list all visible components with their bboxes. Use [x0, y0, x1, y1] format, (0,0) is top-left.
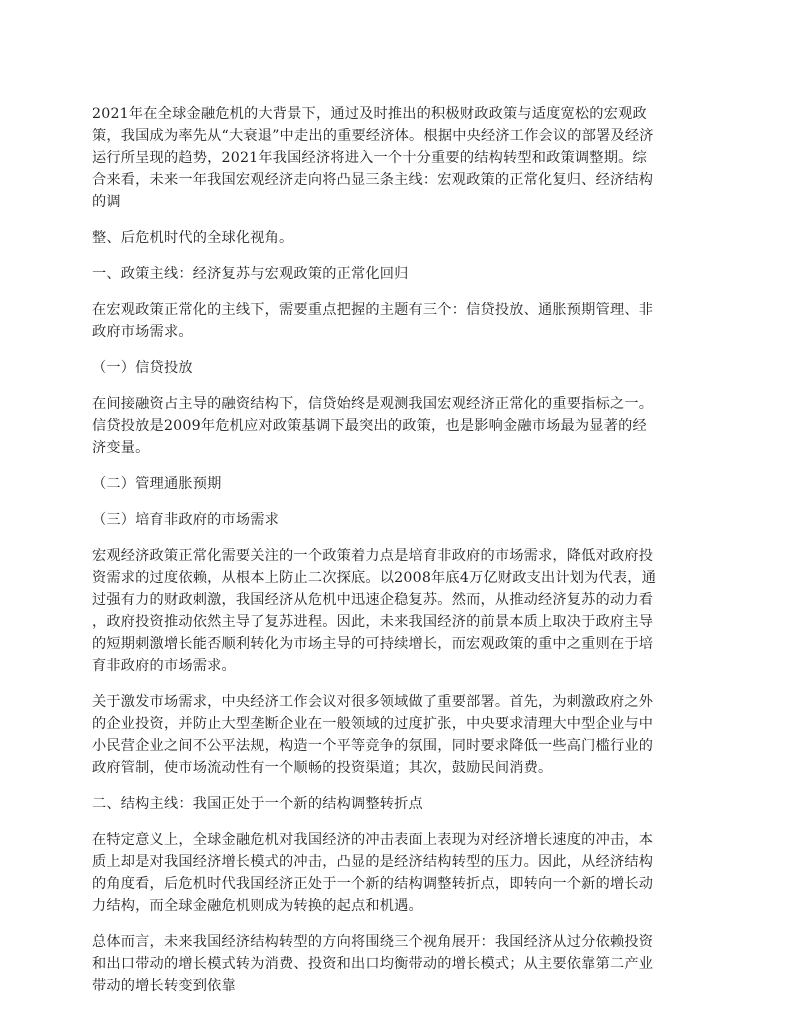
text-line: 策，我国成为率先从“大衰退”中走出的重要经济体。根据中央经济工作会议的部署及经济	[92, 128, 654, 144]
paragraph-stimulate-demand	[92, 691, 720, 779]
text-line: 在宏观政策正常化的主线下，需要重点把握的主题有三个：信贷投放、通胀预期管理、非	[92, 302, 654, 318]
paragraph-intro	[92, 103, 720, 213]
text-line: 整、后危机时代的全球化视角。	[92, 230, 294, 246]
document-page	[92, 103, 720, 997]
text-line: 一、政策主线：经济复苏与宏观政策的正常化回归	[92, 266, 409, 282]
paragraph-intro-continued	[92, 227, 720, 249]
text-line: 宏观经济政策正常化需要关注的一个政策着力点是培育非政府的市场需求，降低对政府投	[92, 548, 654, 564]
text-line: 的企业投资，并防止大型垄断企业在一般领域的过度扩张，中央要求清理大中型企业与中	[92, 716, 654, 732]
subheading-inflation	[92, 473, 720, 495]
text-line: （一）信贷投放	[92, 360, 193, 376]
text-line: 济变量。	[92, 440, 150, 456]
section-heading-policy	[92, 263, 720, 285]
text-line: 力结构，而全球金融危机则成为转换的起点和机遇。	[92, 898, 423, 914]
text-line: 政府市场需求。	[92, 324, 193, 340]
paragraph-structure-impact	[92, 829, 720, 917]
text-line: 在间接融资占主导的融资结构下，信贷始终是观测我国宏观经济正常化的重要指标之一。	[92, 396, 654, 412]
paragraph-market-demand	[92, 545, 720, 677]
text-line: 合来看，未来一年我国宏观经济走向将凸显三条主线：宏观政策的正常化复归、经济结构	[92, 172, 654, 188]
paragraph-structure-direction	[92, 931, 720, 997]
text-line: 的调	[92, 194, 121, 210]
subheading-credit	[92, 357, 720, 379]
text-line: 在特定意义上，全球金融危机对我国经济的冲击表面上表现为对经济增长速度的冲击，本	[92, 832, 654, 848]
text-line: （三）培育非政府的市场需求	[92, 512, 280, 528]
text-line: 和出口带动的增长模式转为消费、投资和出口均衡带动的增长模式；从主要依靠第二产业	[92, 956, 654, 972]
section-heading-structure	[92, 793, 720, 815]
text-line: 二、结构主线：我国正处于一个新的结构调整转折点	[92, 796, 423, 812]
text-line: 运行所呈现的趋势，2021年我国经济将进入一个十分重要的结构转型和政策调整期。综	[92, 150, 647, 166]
text-line: 带动的增长转变到依靠	[92, 978, 236, 994]
text-line: 政府管制，使市场流动性有一个顺畅的投资渠道；其次，鼓励民间消费。	[92, 760, 553, 776]
text-line: 信贷投放是2009年危机应对政策基调下最突出的政策，也是影响金融市场最为显著的经	[92, 418, 647, 434]
text-line: 总体而言，未来我国经济结构转型的方向将围绕三个视角展开：我国经济从过分依赖投资	[92, 934, 654, 950]
text-line: 育非政府的市场需求。	[92, 658, 236, 674]
text-line: （二）管理通胀预期	[92, 476, 222, 492]
text-line: 2021年在全球金融危机的大背景下，通过及时推出的积极财政政策与适度宽松的宏观政	[92, 106, 647, 122]
text-line: 资需求的过度依赖，从根本上防止二次探底。以2008年底4万亿财政支出计划为代表，通	[92, 570, 657, 586]
text-line: 的短期刺激增长能否顺利转化为市场主导的可持续增长，而宏观政策的重中之重则在于培	[92, 636, 654, 652]
text-line: ，政府投资推动依然主导了复苏进程。因此，未来我国经济的前景本质上取决于政府主导	[92, 614, 654, 630]
paragraph-credit	[92, 393, 720, 459]
paragraph-policy-themes	[92, 299, 720, 343]
text-line: 的角度看，后危机时代我国经济正处于一个新的结构调整转折点，即转向一个新的增长动	[92, 876, 654, 892]
text-line: 过强有力的财政刺激，我国经济从危机中迅速企稳复苏。然而，从推动经济复苏的动力看	[92, 592, 654, 608]
text-line: 关于激发市场需求，中央经济工作会议对很多领域做了重要部署。首先，为刺激政府之外	[92, 694, 654, 710]
text-line: 小民营企业之间不公平法规，构造一个平等竞争的氛围，同时要求降低一些高门槛行业的	[92, 738, 654, 754]
subheading-market-demand	[92, 509, 720, 531]
text-line: 质上却是对我国经济增长模式的冲击，凸显的是经济结构转型的压力。因此，从经济结构	[92, 854, 654, 870]
